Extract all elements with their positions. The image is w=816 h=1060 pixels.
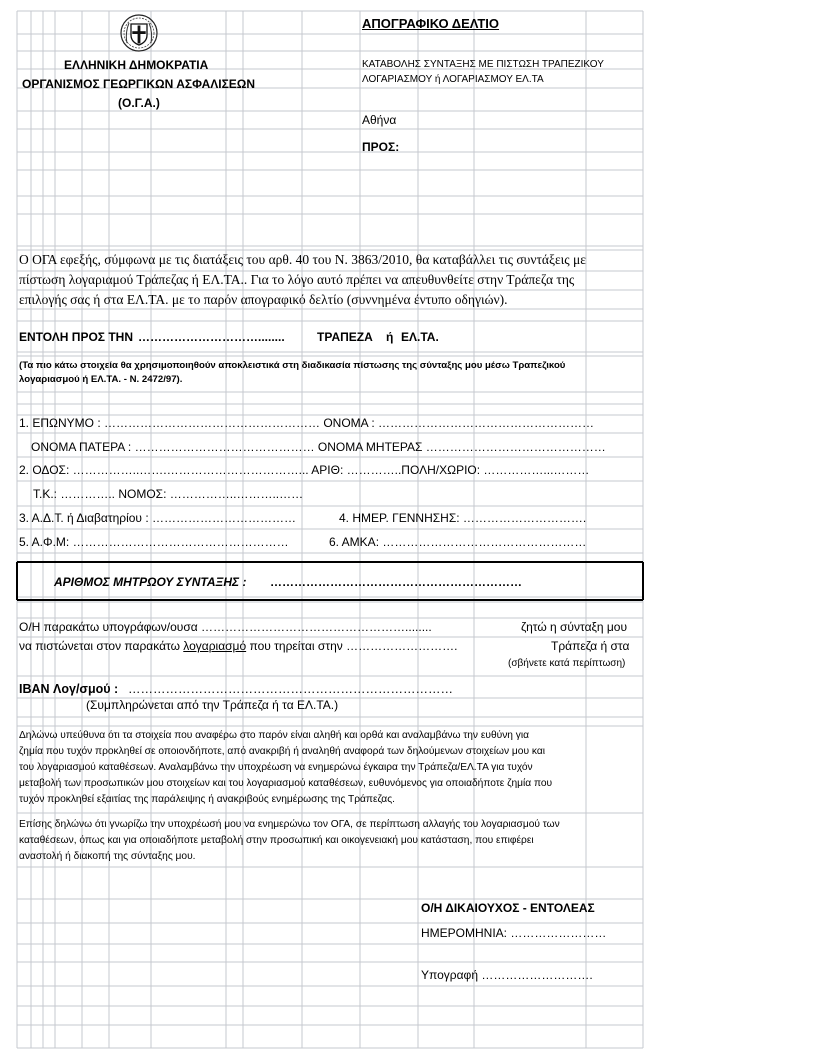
recipient-label: ΠΡΟΣ: — [362, 140, 400, 154]
declaration-line8: αναστολή ή διακοπή της σύνταξης μου. — [19, 851, 196, 862]
birth-date-field[interactable]: 4. ΗΜΕΡ. ΓΕΝΝΗΣΗΣ: …………………………. — [339, 511, 587, 525]
intro-line1: Ο ΟΓΑ εφεξής, σύμφωνα με τις διατάξεις του αρθ. 40 του Ν. 3863/2010, θα καταβάλλει τις συντάξεις με — [19, 252, 586, 267]
order-post-label: ΕΛ.ΤΑ. — [401, 330, 439, 344]
request-line2-right: Τράπεζα ή στα — [551, 639, 630, 653]
declaration-line5: τυχόν προκληθεί εξαιτίας της παράλειψης ή ανακριβούς ενημέρωσης της Τράπεζας. — [19, 794, 395, 805]
registry-number-dots[interactable]: ……………………………………………………… — [270, 575, 522, 589]
parents-name-field[interactable]: ΟΝΟΜΑ ΠΑΤΕΡΑ : ……………………………………… ΟΝΟΜΑ ΜΗΤΕΡΑΣ ……………………………………… — [31, 440, 606, 454]
note-line2: λογαριασμού ή ΕΛ.ΤΑ. - Ν. 2472/97). — [19, 374, 183, 385]
address-field[interactable]: 2. ΟΔΟΣ: ……………..…….……………………………... ΑΡΙΘ: …………..ΠΟΛΗ/ΧΩΡΙΟ: ……………...……… — [19, 463, 590, 477]
declaration-line4: μεταβολή των προσωπικών μου στοιχείων και του λογαριασμού καταθέσεων, ευθυνόμενος για οποιαδήποτε ζημία που — [19, 778, 553, 789]
declaration-line2: ζημία που τυχόν προκληθεί σε οποιονδήποτε, από ανακριβή ή αναληθή αναφορά των δηλούμενων στοιχείων μου και — [19, 746, 545, 757]
request-line2[interactable] — [19, 639, 457, 653]
iban-field[interactable]: …………………………………………………………………… — [128, 682, 453, 696]
request-line1-right: ζητώ η σύνταξη μου — [521, 620, 628, 634]
greek-coat-of-arms-icon — [119, 13, 159, 53]
request-line2-underlined: λογαριασμό — [183, 639, 247, 653]
registry-label: ΑΡΙΘΜΟΣ ΜΗΤΡΩΟΥ ΣΥΝΤΑΞΗΣ : — [54, 575, 247, 589]
request-line2-part1: να πιστώνεται στον παρακάτω — [19, 639, 184, 653]
form-subtitle-line1: ΚΑΤΑΒΟΛΗΣ ΣΥΝΤΑΞΗΣ ΜΕ ΠΙΣΤΩΣΗ ΤΡΑΠΕΖΙΚΟΥ — [362, 59, 604, 70]
signature-field[interactable]: Υπογραφή ………………………. — [421, 968, 593, 982]
form-subtitle-line2: ΛΟΓΑΡΙΑΣΜΟΥ ή ΛΟΓΑΡΙΑΣΜΟΥ ΕΛ.ΤΑ — [362, 74, 544, 85]
declaration-line7: καταθέσεων, όπως και για οποιαδήποτε μεταβολή στην προσωπική και οικογενειακή μου κατάσταση, που επιφέρει — [19, 835, 534, 846]
form-title: ΑΠΟΓΡΑΦΙΚΟ ΔΕΛΤΙΟ — [362, 16, 500, 31]
iban-label: IBAN Λογ/σμού : — [19, 682, 119, 696]
order-bank-label: ΤΡΑΠΕΖΑ — [317, 330, 373, 344]
intro-line3: επιλογής σας ή στα ΕΛ.ΤΑ. με το παρόν απογραφικό δελτίο (συννημένα έντυπο οδηγιών). — [19, 292, 508, 307]
beneficiary-title: Ο/Η ΔΙΚΑΙΟΥΧΟΣ - ΕΝΤΟΛΕΑΣ — [421, 901, 595, 915]
iban-note: (Συμπληρώνεται από την Τράπεζα ή τα ΕΛ.ΤΑ.) — [86, 698, 339, 712]
state-name: ΕΛΛΗΝΙΚΗ ΔΗΜΟΚΡΑΤΙΑ — [64, 58, 209, 72]
declaration-line1: Δηλώνω υπεύθυνα ότι τα στοιχεία που αναφέρω στο παρόν είναι αληθή και ορθά και αναλαμβάνω την ευθύνη για — [19, 730, 530, 741]
organization-name: ΟΡΓΑΝΙΣΜΟΣ ΓΕΩΡΓΙΚΩΝ ΑΣΦΑΛΙΣΕΩΝ — [22, 77, 256, 91]
postal-prefecture-field[interactable]: Τ.Κ.: ………….. ΝΟΜΟΣ: ……………..………..…… — [33, 487, 304, 501]
request-line1[interactable]: Ο/Η παρακάτω υπογράφων/ουσα ……………………………………………........ — [19, 620, 432, 634]
social-security-field[interactable]: 6. ΑΜΚΑ: …………………………………………… — [329, 535, 587, 549]
order-label: ΕΝΤΟΛΗ ΠΡΟΣ ΤΗΝ — [19, 330, 133, 344]
request-line2-part2: που τηρείται στην ………………………. — [246, 639, 458, 653]
id-card-field[interactable]: 3. Α.Δ.Τ. ή Διαβατηρίου : ……………………………… — [19, 511, 296, 525]
order-bank-dots[interactable]: …………………………........ — [138, 330, 285, 344]
declaration-line6: Επίσης δηλώνω ότι γνωρίζω την υποχρέωσή μου να ενημερώνω τον ΟΓΑ, σε περίπτωση αλλαγής του λογαριασμού των — [19, 819, 560, 830]
city-label: Αθήνα — [362, 113, 397, 127]
declaration-line3: του λογαριασμού καταθέσεων. Αναλαμβάνω την υποχρέωση να ενημερώνω έγκαιρα την Τράπεζα/ΕΛ.ΤΑ για τυχόν — [19, 762, 533, 773]
organization-abbreviation: (Ο.Γ.Α.) — [118, 96, 160, 110]
surname-name-field[interactable]: 1. ΕΠΩΝΥΜΟ : ……………………………………………… ΟΝΟΜΑ : ……………………………………………… — [19, 416, 594, 430]
strike-note: (σβήνετε κατά περίπτωση) — [508, 658, 626, 669]
intro-line2: πίστωση λογαριαμού Τράπεζας ή ΕΛ.ΤΑ.. Για το λόγο αυτό πρέπει να απευθυνθείτε στην Τράπεζα της — [19, 272, 575, 287]
note-line1: (Τα πιο κάτω στοιχεία θα χρησιμοποιηθούν αποκλειστικά στη διαδικασία πίστωσης της σύνταξης μου μέσω Τραπεζικού — [19, 360, 566, 371]
tax-id-field[interactable]: 5. Α.Φ.Μ: ……………………………………………… — [19, 535, 289, 549]
date-field[interactable]: ΗΜΕΡΟΜΗΝΙΑ: …………………… — [421, 926, 607, 940]
order-or: ή — [386, 330, 394, 344]
